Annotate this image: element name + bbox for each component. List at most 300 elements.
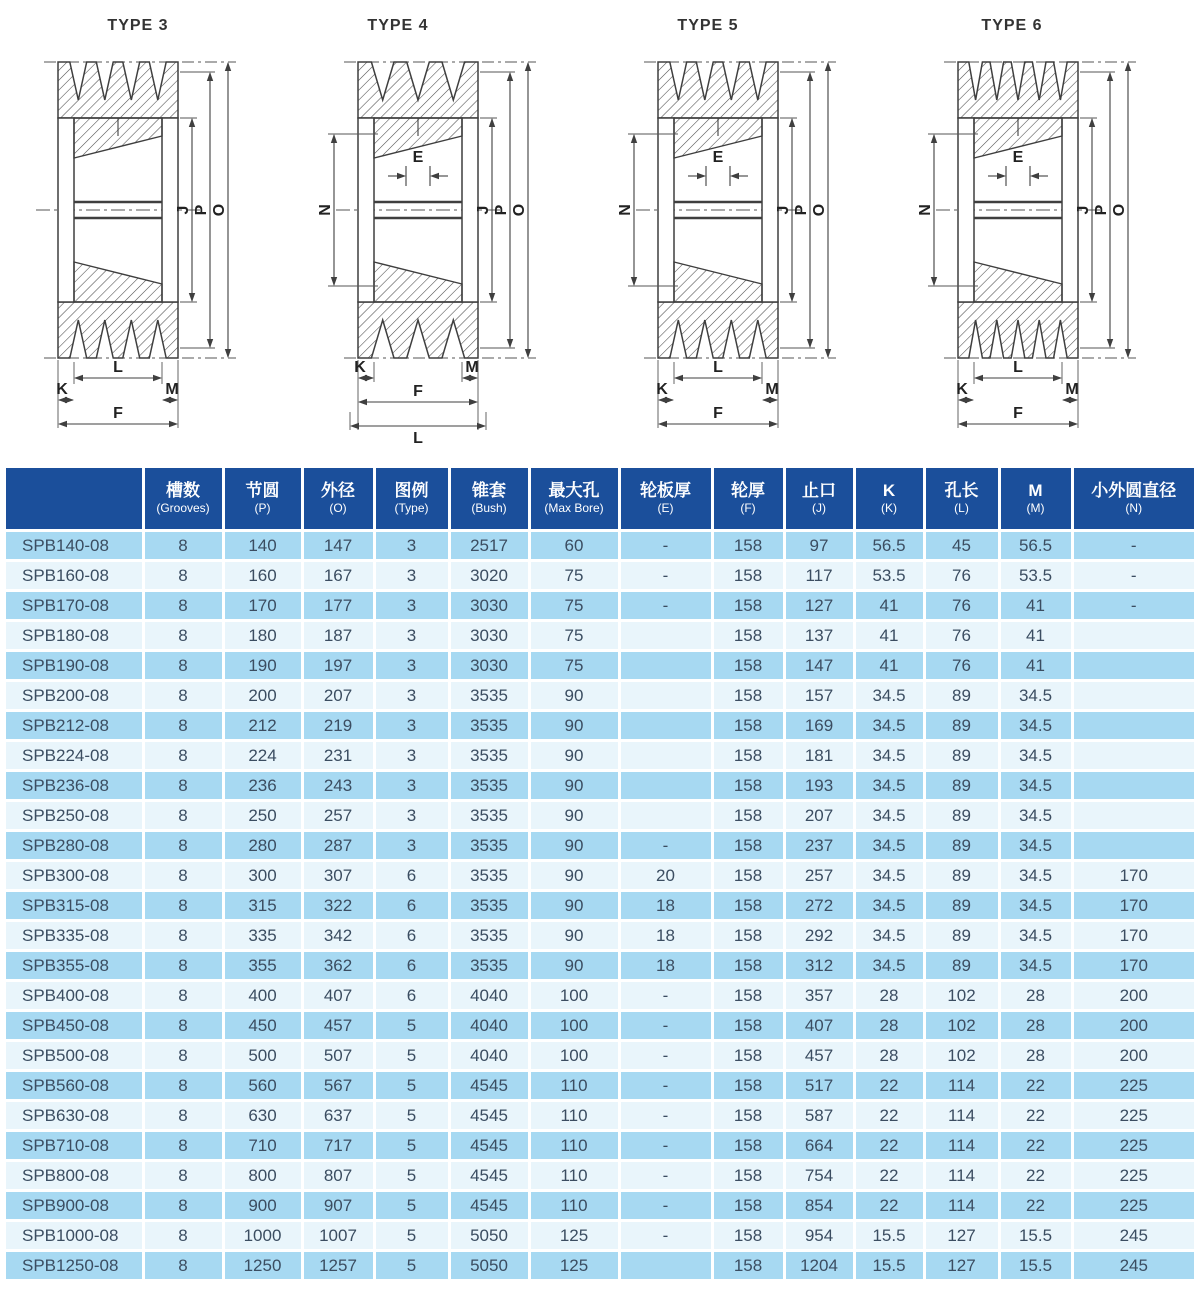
table-cell: 170 [1072, 890, 1194, 920]
table-cell: 110 [529, 1070, 619, 1100]
dim-label-k: K [956, 381, 968, 398]
drawing-shape [730, 173, 739, 179]
pulley-diagram-type-6 [900, 0, 1200, 460]
table-cell: - [619, 1040, 712, 1070]
drawing-shape [331, 277, 337, 286]
col-header-f [712, 468, 784, 530]
table-cell: 3535 [449, 800, 529, 830]
table-row [6, 1130, 1194, 1160]
col-header-type [374, 468, 449, 530]
table-cell: 207 [784, 800, 854, 830]
table-cell: 34.5 [854, 920, 924, 950]
table-row [6, 1070, 1194, 1100]
table-cell: 754 [784, 1160, 854, 1190]
table-cell: 6 [374, 920, 449, 950]
table-cell: 34.5 [999, 680, 1072, 710]
table-row [6, 1100, 1194, 1130]
dim-label-k: K [354, 359, 366, 376]
product-name-cell: SPB400-08 [6, 980, 143, 1010]
table-cell: 89 [924, 950, 999, 980]
table-cell: - [619, 1100, 712, 1130]
table-cell: 8 [143, 1190, 223, 1220]
drawing-shape [58, 421, 67, 427]
drawing-shape [789, 293, 795, 302]
drawing-shape [931, 277, 937, 286]
table-cell: 207 [302, 680, 374, 710]
dim-label-k: K [656, 381, 668, 398]
drawing-panel-1 [0, 0, 300, 460]
table-cell: 34.5 [854, 890, 924, 920]
col-header-l [924, 468, 999, 530]
table-cell: 22 [854, 1130, 924, 1160]
table-row [6, 1160, 1194, 1190]
dim-label-e: E [712, 149, 724, 166]
table-cell: 8 [143, 860, 223, 890]
table-cell [1072, 800, 1194, 830]
drawing-shape [917, 17, 1136, 428]
drawing-shape [958, 421, 967, 427]
table-cell: 158 [712, 860, 784, 890]
table-cell: 5 [374, 1070, 449, 1100]
table-cell: 4040 [449, 1010, 529, 1040]
drawing-shape [331, 134, 337, 143]
table-cell: 6 [374, 950, 449, 980]
table-cell: 8 [143, 950, 223, 980]
table-cell [619, 680, 712, 710]
table-row [6, 710, 1194, 740]
drawing-shape [365, 375, 374, 381]
table-cell: 4545 [449, 1130, 529, 1160]
drawing-shape [477, 423, 486, 429]
table-cell: 5 [374, 1190, 449, 1220]
table-cell: 457 [784, 1040, 854, 1070]
table-cell: 34.5 [999, 890, 1072, 920]
product-name-cell: SPB335-08 [6, 920, 143, 950]
dim-label-p: P [793, 204, 810, 216]
col-header-zh-label: 孔长 [944, 481, 979, 501]
table-cell: 225 [1072, 1130, 1194, 1160]
drawing-shape [674, 375, 683, 381]
dim-label-f: F [413, 383, 423, 400]
table-cell: 1250 [223, 1250, 302, 1280]
dim-label-f: F [113, 405, 123, 422]
drawing-shape [753, 375, 762, 381]
table-cell: 407 [302, 980, 374, 1010]
table-cell: 900 [223, 1190, 302, 1220]
table-cell: 158 [712, 770, 784, 800]
product-name-cell: SPB710-08 [6, 1130, 143, 1160]
table-cell: 245 [1072, 1220, 1194, 1250]
drawing-shape [58, 118, 74, 302]
table-cell: 854 [784, 1190, 854, 1220]
table-cell: 8 [143, 890, 223, 920]
drawing-shape [658, 302, 778, 358]
table-cell: 181 [784, 740, 854, 770]
table-row [6, 1040, 1194, 1070]
table-cell: 225 [1072, 1160, 1194, 1190]
table-cell: 76 [924, 590, 999, 620]
drawing-shape [358, 62, 478, 118]
table-row [6, 740, 1194, 770]
table-row [6, 920, 1194, 950]
table-cell: - [619, 1130, 712, 1160]
table-cell: 158 [712, 1040, 784, 1070]
table-cell: 34.5 [854, 800, 924, 830]
drawing-shape [189, 118, 195, 127]
col-header-en-label: (P) [254, 501, 271, 516]
table-cell: 257 [302, 800, 374, 830]
table-cell: 170 [1072, 920, 1194, 950]
table-cell: 8 [143, 650, 223, 680]
table-cell: 158 [712, 1220, 784, 1250]
table-cell: 807 [302, 1160, 374, 1190]
table-cell: 34.5 [854, 950, 924, 980]
dim-label-l: L [413, 430, 423, 447]
table-cell: 102 [924, 1010, 999, 1040]
table-cell: 180 [223, 620, 302, 650]
product-name-cell: SPB1000-08 [6, 1220, 143, 1250]
drawing-shape [807, 339, 813, 348]
drawing-shape [674, 262, 762, 302]
table-cell: 8 [143, 1250, 223, 1280]
table-cell: 89 [924, 710, 999, 740]
table-row [6, 590, 1194, 620]
table-cell: - [619, 1220, 712, 1250]
drawing-shape [658, 118, 674, 302]
table-header [6, 468, 1194, 530]
table-cell: 158 [712, 830, 784, 860]
col-header-n [1072, 468, 1194, 530]
table-cell: 117 [784, 560, 854, 590]
table-cell: 236 [223, 770, 302, 800]
table-cell: 245 [1072, 1250, 1194, 1280]
product-name-cell: SPB560-08 [6, 1070, 143, 1100]
table-cell: 53.5 [999, 560, 1072, 590]
table-cell: 170 [1072, 950, 1194, 980]
table-cell: 800 [223, 1160, 302, 1190]
drawing-shape [207, 72, 213, 81]
table-cell: 170 [1072, 860, 1194, 890]
table-cell: 243 [302, 770, 374, 800]
table-cell: 8 [143, 590, 223, 620]
table-cell: 5050 [449, 1250, 529, 1280]
pulley-diagram-type-3 [0, 0, 300, 460]
drawing-shape [36, 17, 236, 428]
table-cell: 3 [374, 530, 449, 560]
table-body [6, 530, 1194, 1280]
drawing-shape [189, 293, 195, 302]
product-name-cell: SPB300-08 [6, 860, 143, 890]
table-cell: 193 [784, 770, 854, 800]
drawing-shape [358, 118, 374, 302]
product-name-cell: SPB160-08 [6, 560, 143, 590]
table-cell: 225 [1072, 1100, 1194, 1130]
dim-label-e: E [412, 149, 424, 166]
table-cell: 34.5 [999, 950, 1072, 980]
table-cell: 3535 [449, 950, 529, 980]
table-cell: 56.5 [999, 530, 1072, 560]
spb-pulley-spec-table [6, 468, 1194, 1282]
product-name-cell: SPB200-08 [6, 680, 143, 710]
table-cell: 200 [223, 680, 302, 710]
product-name-cell: SPB1250-08 [6, 1250, 143, 1280]
table-cell: 312 [784, 950, 854, 980]
drawing-shape [807, 72, 813, 81]
drawing-shape [397, 173, 406, 179]
table-cell: 237 [784, 830, 854, 860]
table-cell: 41 [999, 620, 1072, 650]
table-cell: 22 [854, 1160, 924, 1190]
table-cell: 4545 [449, 1160, 529, 1190]
table-row [6, 980, 1194, 1010]
col-header-zh-label: 轮厚 [731, 481, 765, 501]
table-cell: 280 [223, 830, 302, 860]
table-cell: 8 [143, 920, 223, 950]
table-cell: 1007 [302, 1220, 374, 1250]
dim-label-p: P [493, 204, 510, 216]
table-cell: 3 [374, 680, 449, 710]
table-cell: 3 [374, 560, 449, 590]
col-header-p [223, 468, 302, 530]
table-cell: 8 [143, 740, 223, 770]
table-cell: - [619, 1010, 712, 1040]
table-cell: 15.5 [854, 1250, 924, 1280]
table-cell: 158 [712, 1130, 784, 1160]
table-cell: 125 [529, 1250, 619, 1280]
table-cell: 15.5 [999, 1250, 1072, 1280]
table-row [6, 650, 1194, 680]
table-cell: 110 [529, 1190, 619, 1220]
drawing-shape [74, 375, 83, 381]
table-cell: 8 [143, 800, 223, 830]
table-cell: 34.5 [999, 830, 1072, 860]
drawing-shape [430, 173, 439, 179]
drawing-shape [489, 293, 495, 302]
table-cell: 34.5 [854, 710, 924, 740]
table-cell: 60 [529, 530, 619, 560]
table-cell: 34.5 [999, 800, 1072, 830]
panel-title: TYPE 5 [677, 17, 739, 34]
dim-label-o: O [511, 203, 528, 217]
panel-title: TYPE 3 [107, 17, 169, 34]
table-cell: 114 [924, 1070, 999, 1100]
table-cell: 34.5 [999, 920, 1072, 950]
table-row [6, 1190, 1194, 1220]
dim-label-p: P [1093, 204, 1110, 216]
table-cell: 3 [374, 590, 449, 620]
table-cell: 187 [302, 620, 374, 650]
drawing-shape [825, 62, 831, 71]
dim-label-l: L [113, 359, 123, 376]
table-cell: 3 [374, 800, 449, 830]
table-cell: 90 [529, 800, 619, 830]
table-cell: 90 [529, 860, 619, 890]
table-cell: 140 [223, 530, 302, 560]
table-cell: 34.5 [854, 740, 924, 770]
table-cell: 8 [143, 1070, 223, 1100]
col-header-e [619, 468, 712, 530]
table-cell: 4040 [449, 980, 529, 1010]
table-cell: 158 [712, 1160, 784, 1190]
table-cell: 457 [302, 1010, 374, 1040]
dim-label-n: N [317, 204, 334, 216]
table-cell: 5 [374, 1220, 449, 1250]
drawing-shape [489, 118, 495, 127]
table-cell: 158 [712, 560, 784, 590]
table-cell: 75 [529, 620, 619, 650]
table-cell: 3535 [449, 890, 529, 920]
drawing-shape [1089, 293, 1095, 302]
table-cell: 3 [374, 740, 449, 770]
table-cell: 8 [143, 530, 223, 560]
table-cell: 22 [999, 1160, 1072, 1190]
table-cell: 158 [712, 1250, 784, 1280]
table-cell: - [1072, 560, 1194, 590]
drawing-shape [317, 17, 536, 447]
dim-label-o: O [211, 203, 228, 217]
col-header-en-label: (E) [657, 501, 674, 516]
table-cell: - [619, 530, 712, 560]
drawing-shape [958, 302, 1078, 358]
table-cell: 200 [1072, 1010, 1194, 1040]
col-header-en-label: (Max Bore) [544, 501, 604, 516]
table-cell [1072, 710, 1194, 740]
table-cell: 114 [924, 1130, 999, 1160]
table-row [6, 800, 1194, 830]
product-name-cell: SPB224-08 [6, 740, 143, 770]
table-cell: 3535 [449, 740, 529, 770]
table-cell: 197 [302, 650, 374, 680]
table-cell: 114 [924, 1100, 999, 1130]
drawing-shape [631, 134, 637, 143]
drawing-shape [169, 421, 178, 427]
table-cell: 28 [999, 1010, 1072, 1040]
drawing-shape [507, 339, 513, 348]
product-name-cell: SPB140-08 [6, 530, 143, 560]
product-name-cell: SPB800-08 [6, 1160, 143, 1190]
table-cell: 34.5 [999, 710, 1072, 740]
drawing-shape [789, 118, 795, 127]
table-cell [1072, 770, 1194, 800]
table-cell: 300 [223, 860, 302, 890]
drawing-shape [58, 302, 178, 358]
table-cell: 8 [143, 710, 223, 740]
table-cell [619, 620, 712, 650]
table-cell [1072, 680, 1194, 710]
table-cell: 158 [712, 620, 784, 650]
dim-label-j: J [1075, 205, 1092, 215]
drawing-shape [1125, 62, 1131, 71]
table-cell: 4545 [449, 1070, 529, 1100]
drawing-panel-3 [600, 0, 900, 460]
table-cell: 710 [223, 1130, 302, 1160]
col-header-o [302, 468, 374, 530]
table-cell: 225 [1072, 1190, 1194, 1220]
table-cell: 6 [374, 860, 449, 890]
table-cell: 3 [374, 620, 449, 650]
table-cell: 407 [784, 1010, 854, 1040]
panel-title: TYPE 4 [367, 17, 429, 34]
table-cell: 22 [999, 1190, 1072, 1220]
table-cell: 20 [619, 860, 712, 890]
table-cell: 158 [712, 1100, 784, 1130]
col-header-j [784, 468, 854, 530]
table-cell: 224 [223, 740, 302, 770]
col-header-zh-label: 最大孔 [548, 481, 600, 501]
table-cell: 22 [854, 1070, 924, 1100]
table-cell: 147 [784, 650, 854, 680]
table-cell: 200 [1072, 980, 1194, 1010]
table-cell: 158 [712, 1010, 784, 1040]
drawing-shape [974, 375, 983, 381]
table-cell: 22 [999, 1130, 1072, 1160]
table-cell: 2517 [449, 530, 529, 560]
col-header-zh-label: M [1028, 481, 1043, 501]
table-cell: 89 [924, 680, 999, 710]
pulley-diagram-type-4 [300, 0, 600, 460]
table-cell: 8 [143, 830, 223, 860]
table-cell: 90 [529, 890, 619, 920]
table-cell: 8 [143, 560, 223, 590]
table-cell: 34.5 [999, 770, 1072, 800]
table-cell: 212 [223, 710, 302, 740]
table-cell: 89 [924, 740, 999, 770]
dim-label-o: O [1111, 203, 1128, 217]
col-header-zh-label: 槽数 [166, 481, 200, 501]
table-cell: 158 [712, 1190, 784, 1220]
col-header-zh-label: 图例 [394, 481, 429, 501]
dim-label-j: J [175, 205, 192, 215]
table-row [6, 950, 1194, 980]
dim-label-e: E [1012, 149, 1024, 166]
drawing-shape [525, 62, 531, 71]
table-cell: 5 [374, 1250, 449, 1280]
table-cell: 110 [529, 1130, 619, 1160]
table-cell: 342 [302, 920, 374, 950]
table-cell: 90 [529, 920, 619, 950]
table-cell: 102 [924, 1040, 999, 1070]
dim-label-j: J [475, 205, 492, 215]
table-row [6, 860, 1194, 890]
table-cell: 76 [924, 620, 999, 650]
table-cell: 75 [529, 650, 619, 680]
table-cell: 355 [223, 950, 302, 980]
table-cell: 8 [143, 980, 223, 1010]
table-cell: 5 [374, 1160, 449, 1190]
table-cell: 22 [999, 1100, 1072, 1130]
table-cell [619, 770, 712, 800]
col-header-en-label: (M) [1026, 501, 1045, 516]
table-cell: 8 [143, 770, 223, 800]
col-header-zh-label: 节圆 [245, 481, 280, 501]
table-cell: 28 [999, 980, 1072, 1010]
table-cell: 272 [784, 890, 854, 920]
table-cell: 717 [302, 1130, 374, 1160]
table-cell: 28 [854, 980, 924, 1010]
table-cell: - [619, 560, 712, 590]
table-cell: 8 [143, 1040, 223, 1070]
table-cell: 18 [619, 920, 712, 950]
table-cell: 76 [924, 650, 999, 680]
drawing-shape [469, 399, 478, 405]
table-cell: 357 [784, 980, 854, 1010]
table-row [6, 1250, 1194, 1280]
table-cell: 664 [784, 1130, 854, 1160]
col-header-bush [449, 468, 529, 530]
table-cell: 34.5 [999, 740, 1072, 770]
table-cell: 4545 [449, 1190, 529, 1220]
drawing-shape [697, 173, 706, 179]
